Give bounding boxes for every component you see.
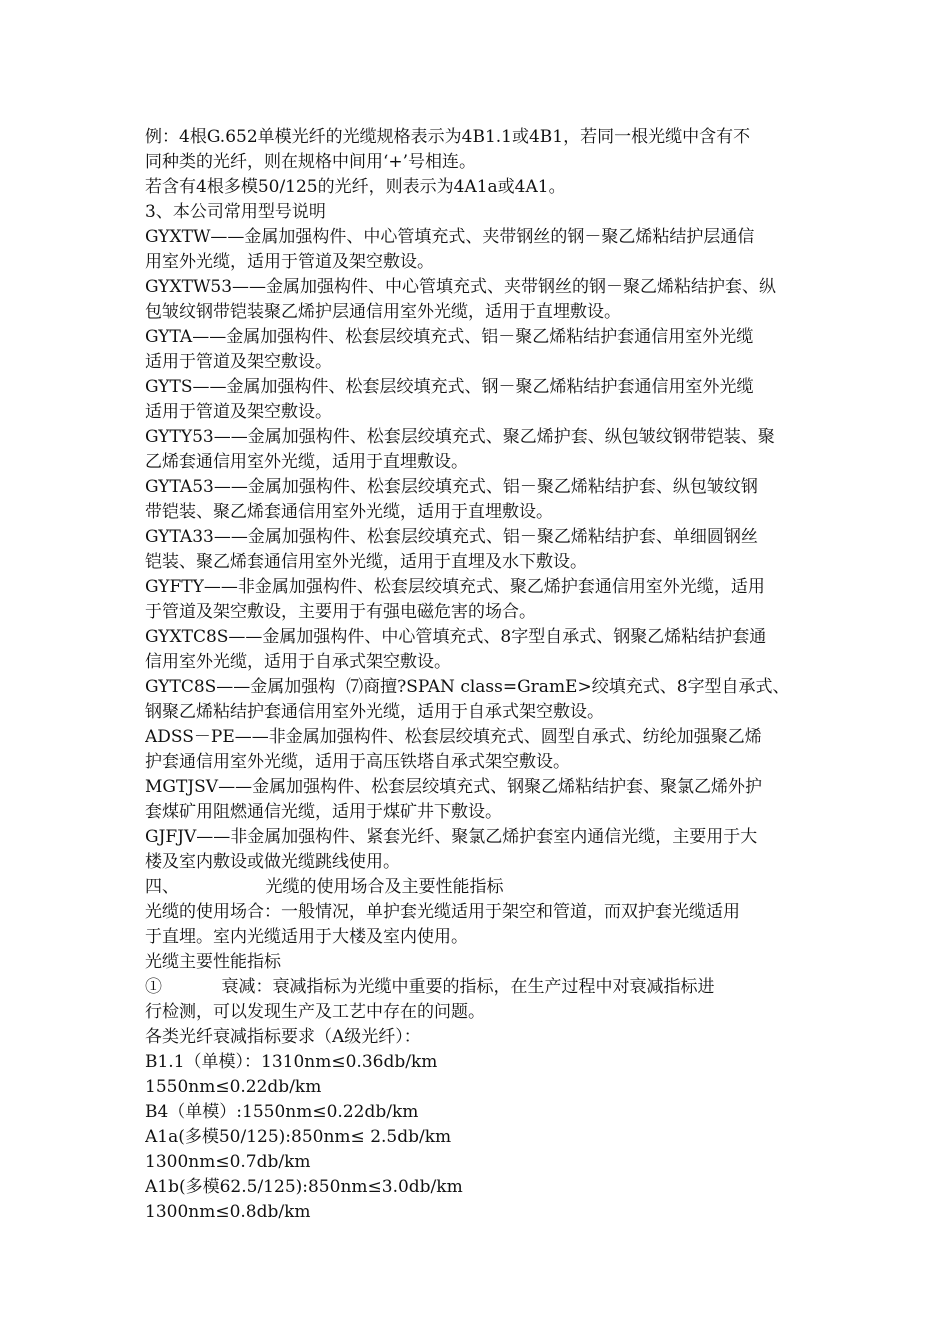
text-line: 套煤矿用阻燃通信光缆，适用于煤矿井下敷设。 [145, 802, 502, 822]
text-line: GYXTW——金属加强构件、中心管填充式、夹带钢丝的钢－聚乙烯粘结护层通信 [145, 227, 755, 247]
spec-line: A1a(多模50/125):850nm≤ 2.5db/km [145, 1127, 452, 1147]
section-heading: 3、本公司常用型号说明 [145, 202, 326, 222]
text-line: 于直埋。室内光缆适用于大楼及室内使用。 [145, 927, 468, 947]
text-line: 若含有4根多模50/125的光纤，则表示为4A1a或4A1。 [145, 177, 566, 197]
text-line: 铠装、聚乙烯套通信用室外光缆，适用于直埋及水下敷设。 [145, 552, 587, 572]
text-line: 楼及室内敷设或做光缆跳线使用。 [145, 852, 400, 872]
text-line: ADSS－PE——非金属加强构件、松套层绞填充式、圆型自承式、纺纶加强聚乙烯 [145, 727, 762, 747]
spec-line: B4（单模）:1550nm≤0.22db/km [145, 1102, 419, 1122]
text-line: 例：4根G.652单模光纤的光缆规格表示为4B1.1或4B1，若同一根光缆中含有不 [145, 127, 751, 147]
text-line: GYTC8S——金属加强构 ⑺商擅?SPAN class=GramE>绞填充式、8字型自承式、 [145, 677, 790, 697]
text-line: GYFTY——非金属加强构件、松套层绞填充式、聚乙烯护套通信用室外光缆，适用 [145, 577, 765, 597]
text-line: GYTY53——金属加强构件、松套层绞填充式、聚乙烯护套、纵包皱纹钢带铠装、聚 [145, 427, 775, 447]
text-line: GYTA33——金属加强构件、松套层绞填充式、铝－聚乙烯粘结护套、单细圆钢丝 [145, 527, 758, 547]
text-line: 行检测，可以发现生产及工艺中存在的问题。 [145, 1002, 485, 1022]
text-line: 乙烯套通信用室外光缆，适用于直埋敷设。 [145, 452, 468, 472]
text-line: ① 衰减：衰减指标为光缆中重要的指标，在生产过程中对衰减指标进 [145, 977, 715, 997]
spec-line: A1b(多模62.5/125):850nm≤3.0db/km [145, 1177, 463, 1197]
text-line: 用室外光缆，适用于管道及架空敷设。 [145, 252, 434, 272]
text-line: GYXTC8S——金属加强构件、中心管填充式、8字型自承式、钢聚乙烯粘结护套通 [145, 627, 767, 647]
section-heading: 四、 光缆的使用场合及主要性能指标 [145, 877, 504, 897]
text-line: 护套通信用室外光缆，适用于高压铁塔自承式架空敷设。 [145, 752, 570, 772]
document-body [145, 125, 815, 1225]
spec-line: 1300nm≤0.7db/km [145, 1152, 311, 1172]
text-line: 信用室外光缆，适用于自承式架空敷设。 [145, 652, 451, 672]
text-line: 光缆的使用场合：一般情况，单护套光缆适用于架空和管道，而双护套光缆适用 [145, 902, 740, 922]
text-line: 适用于管道及架空敷设。 [145, 352, 332, 372]
subheading: 光缆主要性能指标 [145, 952, 281, 972]
text-line: GYTA53——金属加强构件、松套层绞填充式、铝－聚乙烯粘结护套、纵包皱纹钢 [145, 477, 758, 497]
text-line: 同种类的光纤，则在规格中间用‘+’号相连。 [145, 152, 477, 172]
text-line: GYTA——金属加强构件、松套层绞填充式、铝－聚乙烯粘结护套通信用室外光缆 [145, 327, 754, 347]
text-line: 带铠装、聚乙烯套通信用室外光缆，适用于直埋敷设。 [145, 502, 553, 522]
spec-line: 1550nm≤0.22db/km [145, 1077, 322, 1097]
text-line: 包皱纹钢带铠装聚乙烯护层通信用室外光缆，适用于直埋敷设。 [145, 302, 621, 322]
text-line: 于管道及架空敷设，主要用于有强电磁危害的场合。 [145, 602, 536, 622]
text-line: MGTJSV——金属加强构件、松套层绞填充式、钢聚乙烯粘结护套、聚氯乙烯外护 [145, 777, 763, 797]
text-line: 适用于管道及架空敷设。 [145, 402, 332, 422]
text-line: 各类光纤衰减指标要求（A级光纤）： [145, 1027, 421, 1047]
spec-line: 1300nm≤0.8db/km [145, 1202, 311, 1222]
text-line: 钢聚乙烯粘结护套通信用室外光缆，适用于自承式架空敷设。 [145, 702, 604, 722]
text-line: GYTS——金属加强构件、松套层绞填充式、钢－聚乙烯粘结护套通信用室外光缆 [145, 377, 754, 397]
text-line: GYXTW53——金属加强构件、中心管填充式、夹带钢丝的钢－聚乙烯粘结护套、纵 [145, 277, 777, 297]
text-line: GJFJV——非金属加强构件、紧套光纤、聚氯乙烯护套室内通信光缆，主要用于大 [145, 827, 758, 847]
spec-line: B1.1（单模）：1310nm≤0.36db/km [145, 1052, 438, 1072]
